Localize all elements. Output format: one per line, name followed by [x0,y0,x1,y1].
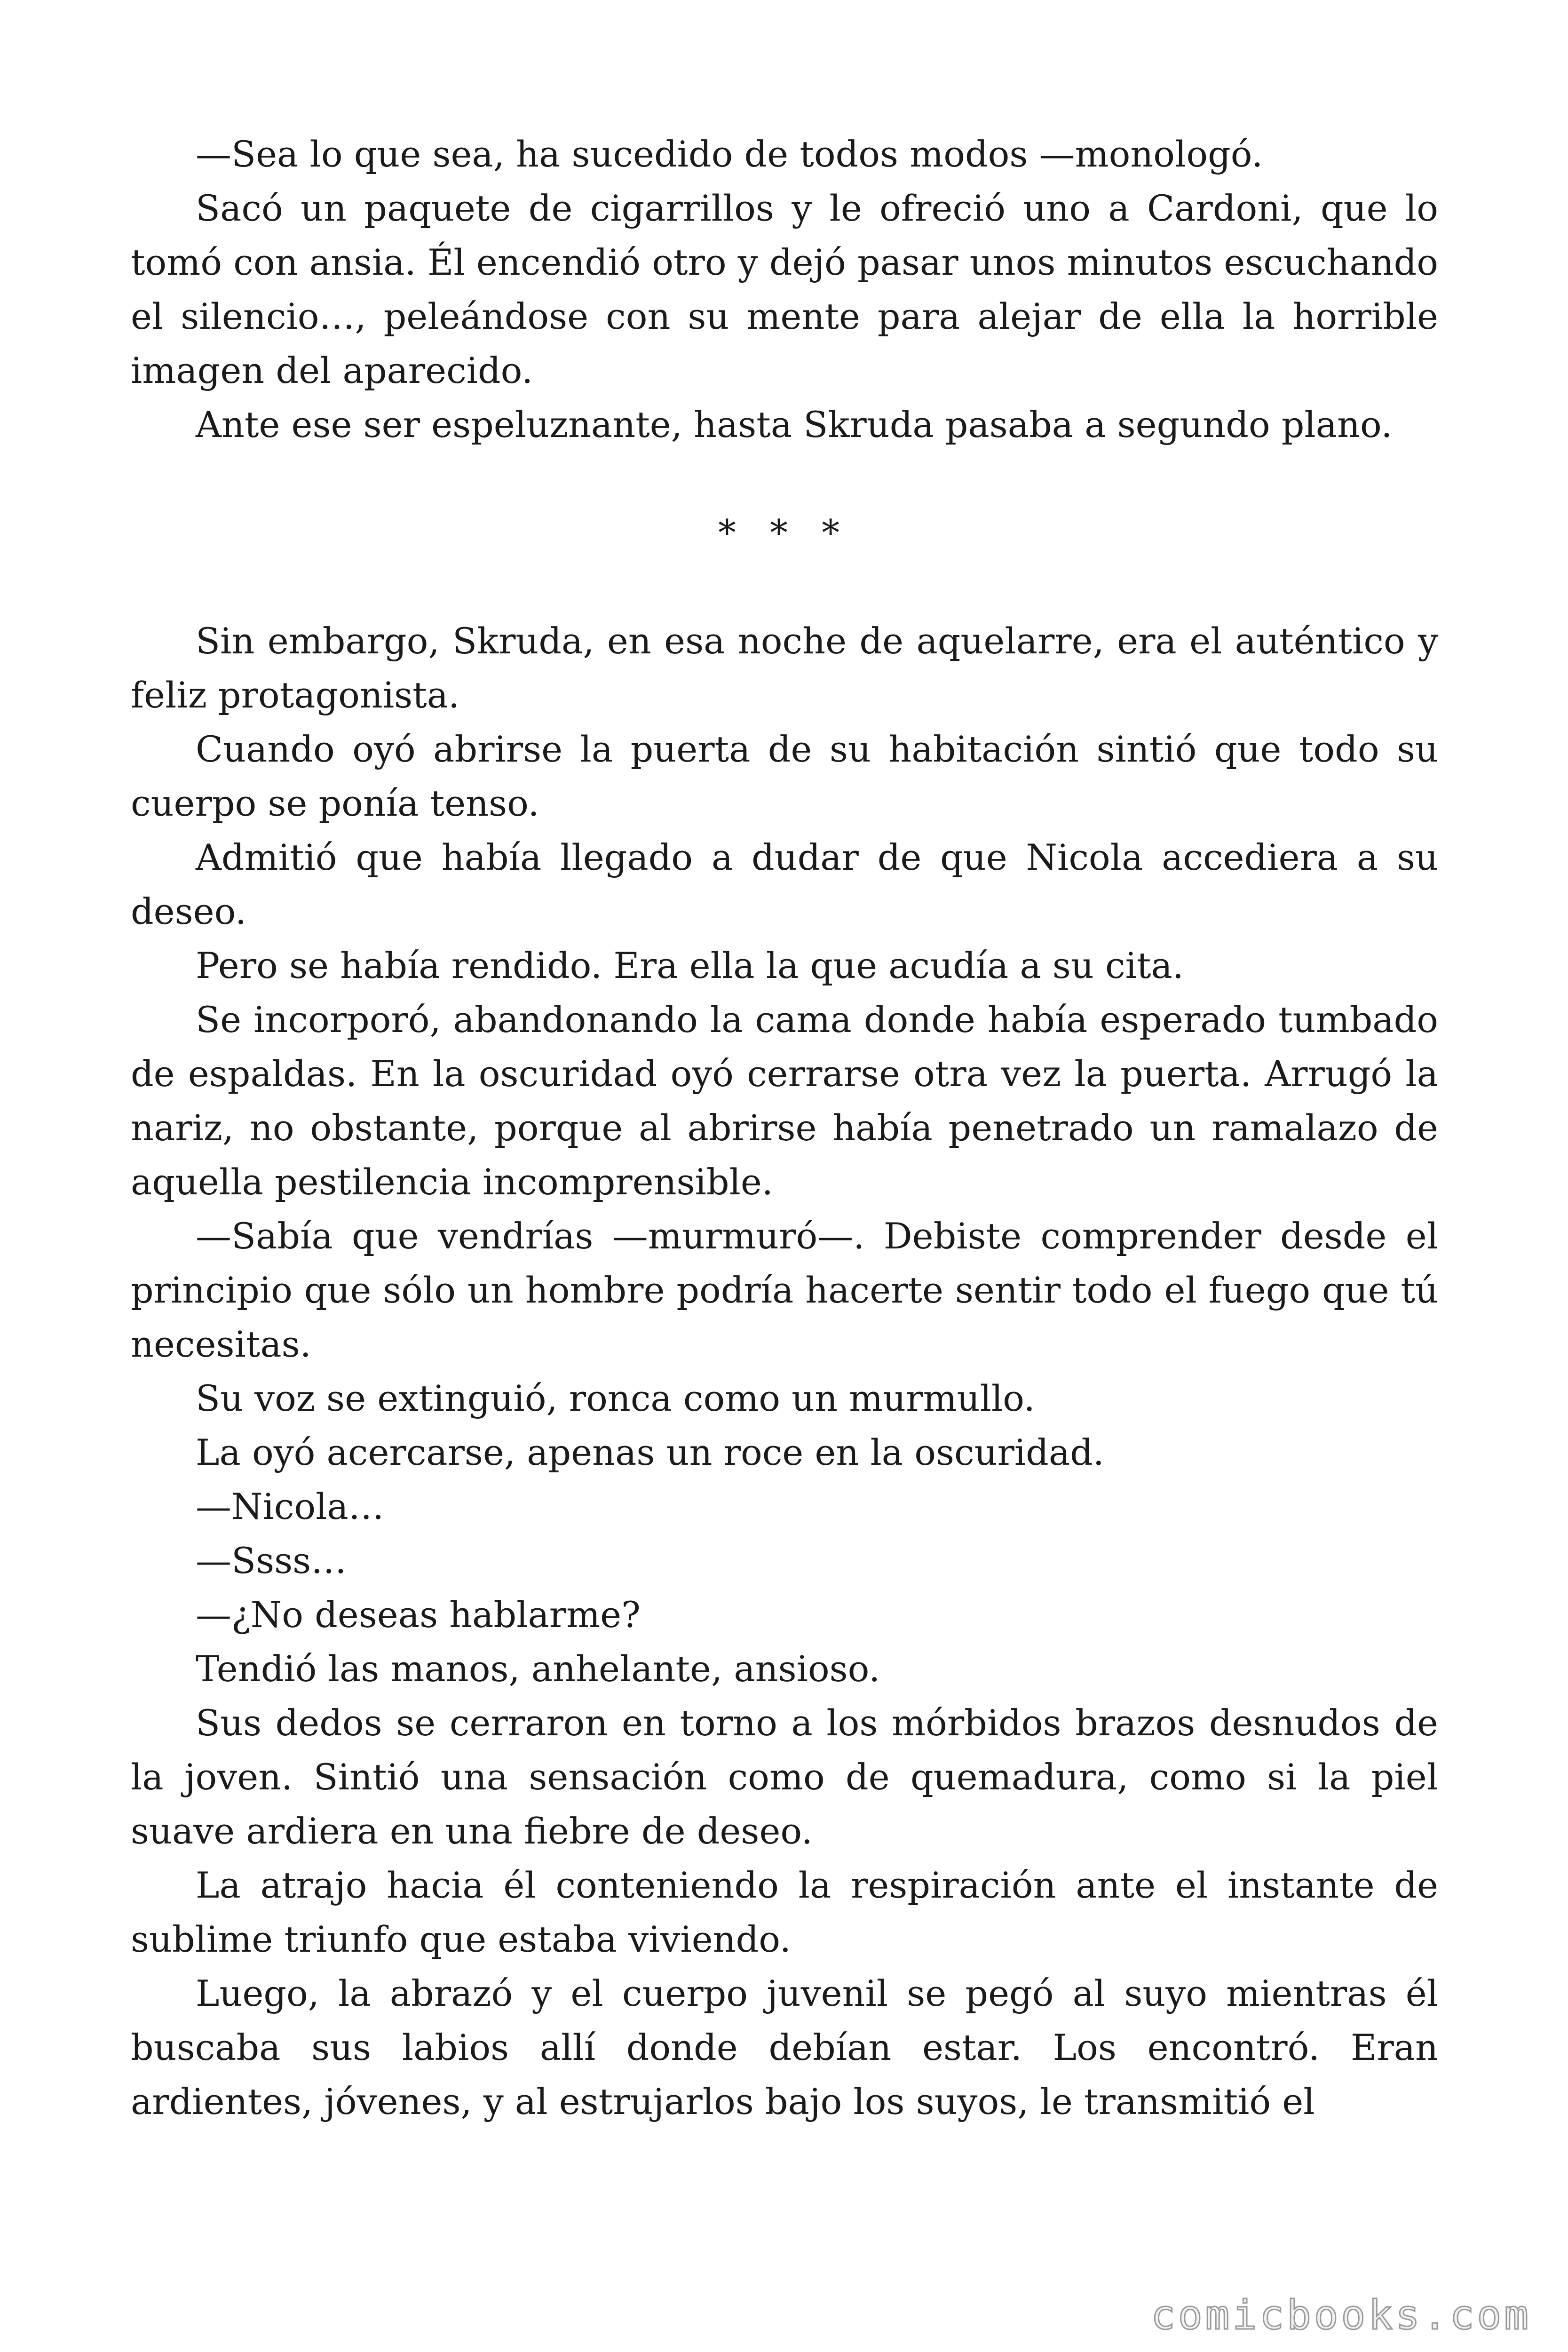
paragraph: —Nicola… [196,1486,384,1527]
paragraph: —Sabía que vendrías —murmuró—. Debiste comprender desde el principio que sólo un hombre podría hacerte sentir todo el fuego que tú necesitas. [131,1215,1438,1365]
paragraph: Pero se había rendido. Era ella la que acudía a su cita. [196,945,1184,986]
paragraph: —¿No deseas hablarme? [196,1594,641,1636]
paragraph: Ante ese ser espeluznante, hasta Skruda pasaba a segundo plano. [196,404,1393,445]
paragraph: Sin embargo, Skruda, en esa noche de aquelarre, era el auténtico y feliz protagonista. [131,620,1438,716]
paragraph: Se incorporó, abandonando la cama donde había esperado tumbado de espaldas. En la oscuridad oyó cerrarse otra vez la puerta. Arrugó la nariz, no obstante, porque al abrirse había penetrado un ramalazo de aquella pestilencia incomprensible. [131,999,1438,1203]
paragraph: —Sea lo que sea, ha sucedido de todos modos —monologó. [196,133,1263,175]
watermark: comicbooks.com [1151,2292,1531,2339]
paragraph: Admitió que había llegado a dudar de que Nicola accediera a su deseo. [131,836,1438,932]
paragraph: La oyó acercarse, apenas un roce en la oscuridad. [196,1431,1104,1473]
paragraph: —Ssss… [196,1540,347,1581]
paragraph: Tendió las manos, anhelante, ansioso. [196,1648,880,1690]
paragraph: Su voz se extinguió, ronca como un murmullo. [196,1377,1035,1419]
paragraph: Sacó un paquete de cigarrillos y le ofreció uno a Cardoni, que lo tomó con ansia. Él encendió otro y dejó pasar unos minutos escuchando el silencio…, peleándose con su mente para alejar de ella la horrible imagen del aparecido. [131,187,1438,391]
paragraph: Luego, la abrazó y el cuerpo juvenil se pegó al suyo mientras él buscaba sus labios allí donde debían estar. Los encontró. Eran ardientes, jóvenes, y al estrujarlos bajo los suyos, le transmitió el [131,1972,1438,2122]
paragraph: Sus dedos se cerraron en torno a los mórbidos brazos desnudos de la joven. Sintió una sensación como de quemadura, como si la piel suave ardiera en una fiebre de deseo. [131,1702,1438,1852]
paragraph: Cuando oyó abrirse la puerta de su habitación sintió que todo su cuerpo se ponía tenso. [131,728,1438,824]
page-text [131,127,1438,2129]
paragraph: La atrajo hacia él conteniendo la respiración ante el instante de sublime triunfo que estaba viviendo. [131,1864,1438,1960]
section-break: * * * [718,512,851,554]
